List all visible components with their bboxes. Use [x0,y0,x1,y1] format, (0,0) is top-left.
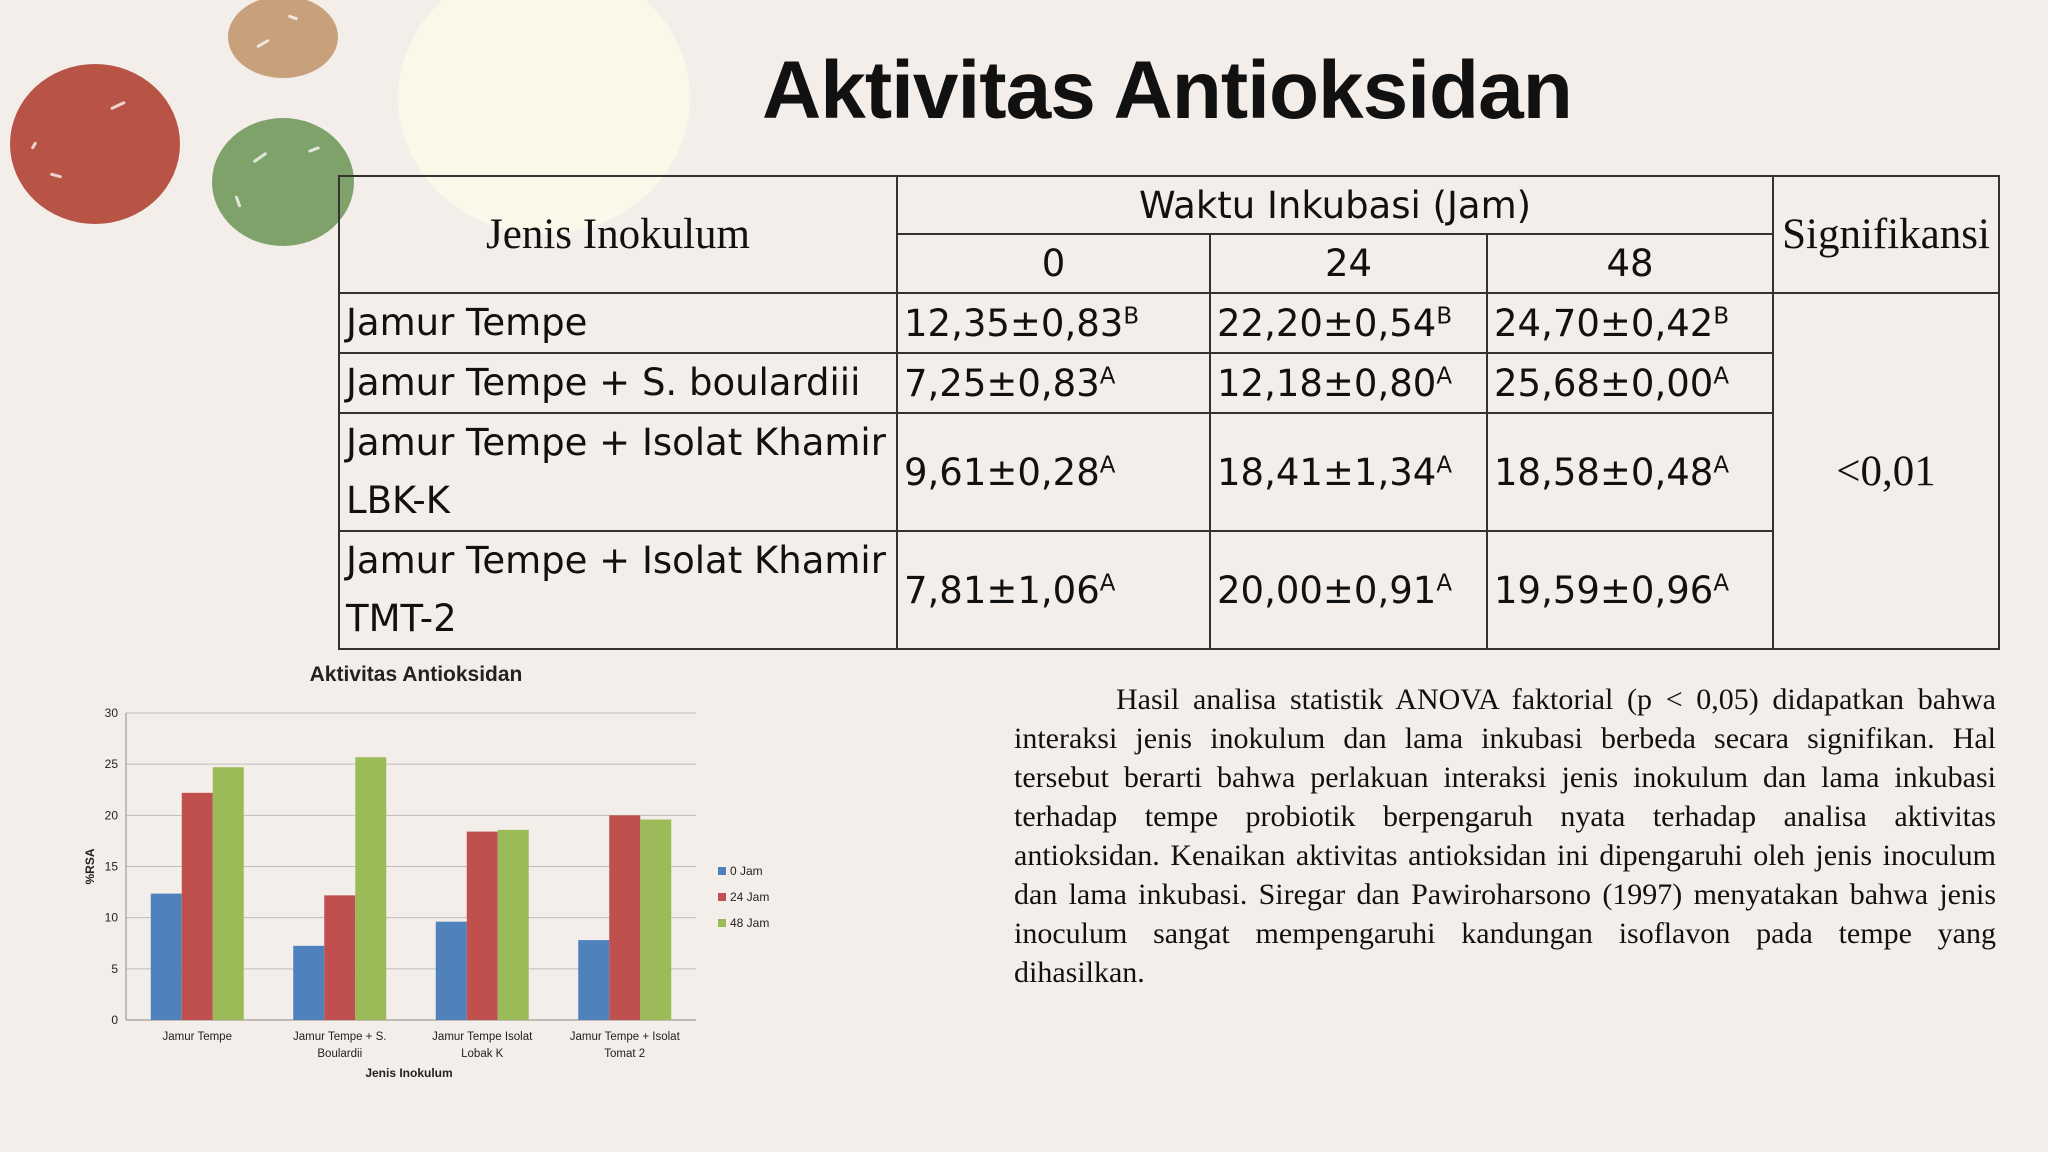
y-tick-label: 15 [104,859,118,874]
legend-swatch [718,919,726,927]
bar-24-jam [182,793,213,1020]
value-cell: $12,35\pm 0,83^B$ [897,293,1210,353]
value-cell: $12,18\pm 0,80^A$ [1210,353,1487,413]
bar-24-jam [324,895,355,1020]
decorative-green-dot [212,118,354,246]
legend-swatch [718,893,726,901]
x-tick-label: Jamur Tempe + S. [293,1031,387,1043]
table-row [339,353,1999,413]
value-cell: $7,81\pm 1,06^A$ [897,531,1210,649]
x-tick-label: Boulardii [317,1048,363,1060]
x-tick-label: Lobak K [461,1048,504,1060]
y-tick-label: 10 [104,910,118,925]
value-cell: $22,20\pm 0,54^B$ [1210,293,1487,353]
value-cell: $18,58\pm 0,48^A$ [1487,413,1773,531]
bar-24-jam [609,815,640,1020]
decorative-tan-dot [228,0,338,78]
bar-0-jam [293,946,324,1020]
bar-chart [0,655,800,1095]
legend-label: 24 Jam [730,890,770,904]
y-tick-label: 25 [104,757,118,772]
legend-label: 0 Jam [730,864,763,878]
value-cell: $25,68\pm 0,00^A$ [1487,353,1773,413]
slide-title: Aktivitas Antioksidan [762,45,1572,136]
row-label: Jamur Tempe + Isolat Khamir TMT-2 [339,531,897,649]
analysis-paragraph: Hasil analisa statistik ANOVA faktorial (p < 0,05) didapatkan bahwa interaksi jenis inokulum dan lama inkubasi berbeda secara signifikan. Hal tersebut berarti bahwa perlakuan interaksi jenis inokulum dan lama inkubasi terhadap tempe probiotik berpengaruh nyata terhadap analisa aktivitas antioksidan. Kenaikan aktivitas antioksidan ini dipengaruhi oleh jenis inoculum dan lama inkubasi. Siregar dan Pawiroharsono (1997) menyatakan bahwa jenis inoculum sangat mempengaruhi kandungan isoflavon pada tempe yang dihasilkan. [1014,683,1996,989]
x-tick-label: Tomat 2 [604,1048,646,1060]
bar-0-jam [436,922,467,1020]
header-waktu-inkubasi: Waktu Inkubasi (Jam) [897,176,1773,234]
bar-48-jam [213,767,244,1020]
value-cell: $20,00\pm 0,91^A$ [1210,531,1487,649]
header-time-24: 24 [1210,234,1487,293]
bar-24-jam [467,832,498,1020]
table-row [339,531,1999,649]
chart-title: Aktivitas Antioksidan [309,663,523,686]
bar-48-jam [498,830,529,1020]
value-cell: $9,61\pm 0,28^A$ [897,413,1210,531]
header-signifikansi: Signifikansi [1773,176,1999,293]
value-cell: $19,59\pm 0,96^A$ [1487,531,1773,649]
value-cell: $7,25\pm 0,83^A$ [897,353,1210,413]
bar-48-jam [355,757,386,1020]
signifikansi-value: <0,01 [1773,293,1999,649]
header-jenis-inokulum: Jenis Inokulum [339,176,897,293]
value-cell: $24,70\pm 0,42^B$ [1487,293,1773,353]
table-row [339,293,1999,353]
bar-0-jam [151,894,182,1020]
value-cell: $18,41\pm 1,34^A$ [1210,413,1487,531]
legend-swatch [718,867,726,875]
header-time-0: 0 [897,234,1210,293]
x-axis-label: Jenis Inokulum [365,1066,453,1080]
results-table [338,175,2000,650]
row-label: Jamur Tempe [339,293,897,353]
bar-0-jam [578,940,609,1020]
row-label: Jamur Tempe + Isolat Khamir LBK-K [339,413,897,531]
header-time-48: 48 [1487,234,1773,293]
y-tick-label: 20 [104,808,118,823]
decorative-red-dot [10,64,180,224]
y-tick-label: 5 [111,961,118,976]
table-row [339,413,1999,531]
y-axis-label: %RSA [83,848,97,885]
x-tick-label: Jamur Tempe + Isolat [569,1031,680,1043]
y-tick-label: 30 [104,706,118,720]
x-tick-label: Jamur Tempe [162,1031,232,1043]
bar-48-jam [640,820,671,1020]
y-tick-label: 0 [111,1013,118,1027]
row-label: Jamur Tempe + S. boulardiii [339,353,897,413]
x-tick-label: Jamur Tempe Isolat [432,1031,533,1043]
legend-label: 48 Jam [730,916,770,930]
